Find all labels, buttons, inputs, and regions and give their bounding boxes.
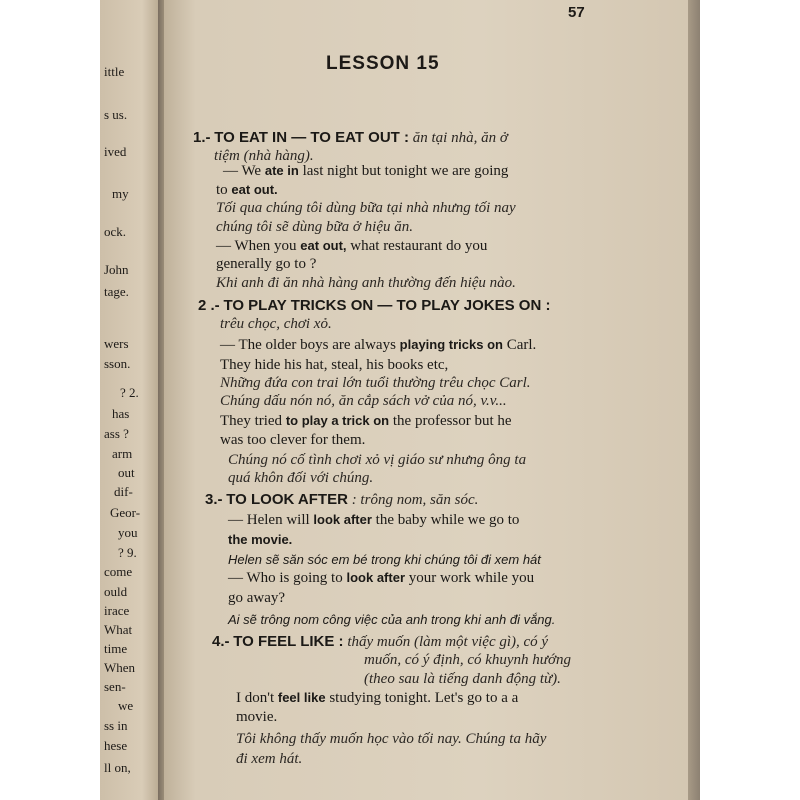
example-keyword: eat out, <box>300 238 347 253</box>
example-line <box>228 512 519 529</box>
margin-word: ? 2. <box>120 385 139 400</box>
margin-word: hese <box>104 738 128 753</box>
example-text: Carl. <box>506 337 537 353</box>
example-keyword: to play a trick on <box>285 413 390 428</box>
translation-line: Khi anh đi ăn nhà hàng anh thường đến hiệu nào. <box>216 275 516 291</box>
example-line <box>223 163 508 180</box>
section-gloss: tiệm (nhà hàng). <box>214 148 314 164</box>
margin-word: ould <box>104 584 128 599</box>
example-keyword: the movie. <box>228 532 293 547</box>
translation-line: Helen sẽ săn sóc em bé trong khi chúng tôi đi xem hát <box>228 552 541 567</box>
margin-word: ass ? <box>104 426 129 441</box>
example-text: I don't <box>236 690 275 706</box>
example-text: what restaurant do you <box>350 238 488 254</box>
section-gloss: trêu chọc, chơi xỏ. <box>220 316 332 332</box>
example-line <box>216 238 487 255</box>
example-keyword: eat out. <box>231 182 278 197</box>
example-text: — Who is going to <box>228 570 343 586</box>
margin-word: time <box>104 641 128 656</box>
margin-word: ittle <box>104 64 125 79</box>
margin-word: my <box>112 186 129 201</box>
translation-line: chúng tôi sẽ dùng bữa ở hiệu ăn. <box>216 219 413 235</box>
section-gloss: muốn, có ý định, có khuynh hướng <box>364 652 571 668</box>
section-gloss: : trông nom, săn sóc. <box>351 492 479 508</box>
example-text: the baby while we go to <box>375 512 520 528</box>
margin-word: has <box>112 406 130 421</box>
margin-word: ? 9. <box>118 545 137 560</box>
margin-word: we <box>118 698 134 713</box>
example-text: — When you <box>216 238 297 254</box>
translation-line: đi xem hát. <box>236 751 303 767</box>
margin-word: When <box>104 660 136 675</box>
example-keyword: look after <box>346 570 405 585</box>
example-keyword: feel like <box>277 690 326 705</box>
margin-word: come <box>104 564 133 579</box>
example-text: studying tonight. Let's go to a a <box>329 690 519 706</box>
translation-line: Chúng dấu nón nó, ăn cắp sách vở của nó, v.v... <box>220 393 507 409</box>
margin-word: s us. <box>104 107 128 122</box>
example-line <box>220 337 536 354</box>
margin-word: you <box>118 525 138 540</box>
margin-word: Geor- <box>110 505 141 520</box>
margin-word: sson. <box>104 356 131 371</box>
section-title: TO EAT IN — TO EAT OUT : <box>214 129 409 146</box>
example-line: was too clever for them. <box>220 432 366 448</box>
example-line <box>236 690 518 707</box>
lesson-title: LESSON 15 <box>326 53 440 74</box>
example-text: They tried <box>220 413 283 429</box>
margin-word: dif- <box>114 484 133 499</box>
margin-word: What <box>104 622 133 637</box>
margin-word: sen- <box>104 679 126 694</box>
example-line: go away? <box>228 590 286 606</box>
section-3-heading <box>205 491 478 509</box>
section-4-heading <box>212 633 548 651</box>
section-gloss: ăn tại nhà, ăn ở <box>412 130 508 146</box>
section-gloss: thấy muốn (làm một việc gì), có ý <box>347 634 549 650</box>
example-line: movie. <box>236 709 278 725</box>
translation-line: Những đứa con trai lớn tuổi thường trêu chọc Carl. <box>220 375 531 391</box>
margin-word: wers <box>104 336 129 351</box>
example-line: They hide his hat, steal, his books etc, <box>220 357 449 373</box>
example-keyword: playing tricks on <box>399 337 503 352</box>
section-number: 2 .- <box>198 297 220 314</box>
example-keyword: ate in <box>264 163 299 178</box>
page-edge <box>688 0 700 800</box>
example-text: your work while you <box>408 570 535 586</box>
section-2-heading <box>198 297 550 315</box>
example-line <box>216 182 278 199</box>
example-text: to <box>216 182 228 198</box>
margin-word: ll on, <box>104 760 131 775</box>
example-line: generally go to ? <box>216 256 317 272</box>
margin-word: tage. <box>104 284 129 299</box>
example-text: last night but tonight we are going <box>302 163 509 179</box>
section-gloss: (theo sau là tiếng danh động từ). <box>364 671 561 687</box>
page-number: 57 <box>568 4 585 21</box>
example-text: — We <box>223 163 262 179</box>
translation-line: quá khôn đối với chúng. <box>228 470 374 486</box>
example-keyword: look after <box>313 512 372 527</box>
section-number: 3.- <box>205 491 223 508</box>
example-text: the professor but he <box>392 413 512 429</box>
translation-line: Tôi không thấy muốn học vào tối nay. Chúng ta hãy <box>236 731 547 747</box>
margin-word: arm <box>112 446 133 461</box>
margin-word: ock. <box>104 224 127 239</box>
margin-word: out <box>118 465 135 480</box>
translation-line: Chúng nó cố tình chơi xỏ vị giáo sư nhưng ông ta <box>228 452 527 468</box>
margin-word: John <box>104 262 129 277</box>
section-title: TO FEEL LIKE : <box>233 633 344 650</box>
section-title: TO PLAY TRICKS ON — TO PLAY JOKES ON : <box>223 297 551 314</box>
example-text: — Helen will <box>228 512 310 528</box>
example-text: — The older boys are always <box>220 337 396 353</box>
section-number: 1.- <box>193 129 211 146</box>
section-1-heading <box>193 129 508 147</box>
example-line <box>228 570 534 587</box>
translation-line: Tối qua chúng tôi dùng bữa tại nhà nhưng tối nay <box>216 200 516 216</box>
margin-word: ived <box>104 144 127 159</box>
margin-word: ss in <box>104 718 128 733</box>
translation-line: Ai sẽ trông nom công việc của anh trong khi anh đi vắng. <box>228 612 556 627</box>
section-number: 4.- <box>212 633 230 650</box>
section-title: TO LOOK AFTER <box>226 491 348 508</box>
example-line <box>220 413 512 430</box>
margin-word: irace <box>104 603 130 618</box>
